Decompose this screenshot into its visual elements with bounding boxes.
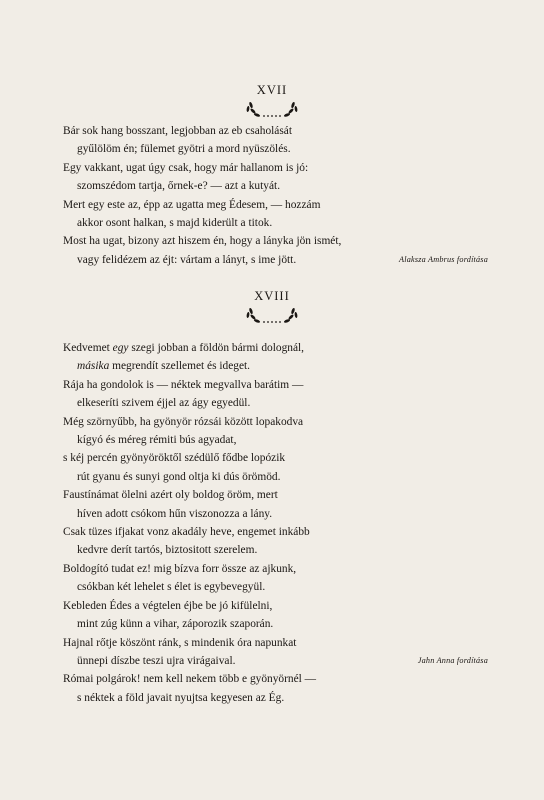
line-text: gyűlölöm én; fülemet gyötri a mord nyüszölés. (77, 143, 291, 156)
poem-line (63, 486, 493, 504)
line-text: Még szörnyűbb, ha gyönyör rózsái között lopakodva (63, 415, 304, 428)
poem-line (63, 670, 493, 688)
line-text: s néktek a föld javait nyujtsa kegyesen az Ég. (77, 691, 285, 704)
line-text: akkor osont halkan, s majd kiderült a titok. (77, 217, 273, 230)
poem-line (63, 615, 493, 633)
poem-line (63, 541, 493, 559)
line-text: Csak tüzes ifjakat vonz akadály heve, engemet inkább (63, 526, 310, 539)
line-text: rút gyanu és sunyi gond oltja ki dús örömöd. (77, 470, 281, 483)
laurel-ornament-icon (242, 99, 302, 121)
poem-line (63, 159, 493, 177)
poem-xvii (63, 122, 493, 269)
section-heading-xvii (0, 83, 544, 121)
line-text: elkeseríti szivem éjjel az ágy egyedül. (77, 397, 251, 410)
line-text: csókban két lehelet s élet is egybevegyül. (77, 581, 266, 594)
poem-line (63, 196, 493, 214)
poem-line (63, 394, 493, 412)
poem-line (63, 523, 493, 541)
line-text: megrendít szellemet és ideget. (109, 360, 251, 373)
line-text: ünnepi díszbe teszi ujra virágaival. (77, 654, 236, 667)
poem-line (63, 339, 493, 357)
line-text: Boldogító tudat ez! mig bízva forr össze az ajkunk, (63, 562, 297, 575)
line-text: Kedvemet (63, 342, 113, 354)
line-text: kígyó és méreg rémiti bús agyadat, (77, 434, 237, 447)
poem-line (63, 634, 493, 652)
line-text: Egy vakkant, ugat úgy csak, hogy már hallanom is jó: (63, 161, 309, 174)
poem-line (63, 140, 493, 158)
line-text: Most ha ugat, bizony azt hiszem én, hogy a lányka jön ismét, (63, 235, 342, 248)
line-text: Mert egy este az, épp az ugatta meg Édesem, — hozzám (63, 198, 321, 211)
line-text: kedvre derít tartós, biztositott szerelem. (77, 544, 258, 557)
translator-credit: Jahn Anna fordítása (417, 656, 488, 665)
poem-line (63, 578, 493, 596)
laurel-ornament-icon (242, 305, 302, 327)
poem-line (63, 376, 493, 394)
line-text: szomszédom tartja, őrnek-e? — azt a kutyát. (77, 180, 281, 193)
line-text: Faustínámat ölelni azért oly boldog öröm, mert (63, 489, 278, 502)
section-numeral: XVIII (254, 289, 290, 303)
line-text: szegi jobban a földön bármi dolognál, (128, 342, 305, 354)
line-text: Rája ha gondolok is — néktek megvallva barátim — (63, 378, 304, 391)
poem-line (63, 431, 493, 449)
poem-line (63, 689, 493, 707)
line-text: mint zúg künn a vihar, záporozik szaporán. (77, 618, 274, 631)
poem-line (63, 597, 493, 615)
line-text: s kéj percén gyönyöröktől szédülő fődbe lopózik (63, 452, 286, 465)
poem-line (63, 177, 493, 195)
translator-credit: Alaksza Ambrus fordítása (399, 255, 488, 264)
line-text: Hajnal rőtje köszönt ránk, s mindenik óra napunkat (63, 636, 297, 649)
poem-line (63, 122, 493, 140)
emphasized-text: másika (77, 360, 110, 373)
poem-line (63, 505, 493, 523)
poem-line (63, 413, 493, 431)
poem-line (63, 468, 493, 486)
line-text: híven adott csókom hűn viszonozza a lány. (77, 507, 273, 520)
section-heading-xviii (0, 289, 544, 327)
section-numeral: XVII (256, 83, 288, 97)
poem-xviii (63, 339, 493, 707)
poem-line (63, 449, 493, 467)
poem-line (63, 214, 493, 232)
line-text: Kebleden Édes a végtelen éjbe be jó kifülelni, (63, 599, 273, 612)
line-text: Római polgárok! nem kell nekem több e gyönyörnél — (63, 673, 317, 686)
poem-line (63, 560, 493, 578)
emphasized-text: egy (112, 342, 129, 354)
line-text: vagy felidézem az éjt: vártam a lányt, s ime jött. (77, 253, 297, 266)
poem-line (63, 232, 493, 250)
line-text: Bár sok hang bosszant, legjobban az eb csaholását (63, 125, 293, 137)
poem-line (63, 357, 493, 375)
